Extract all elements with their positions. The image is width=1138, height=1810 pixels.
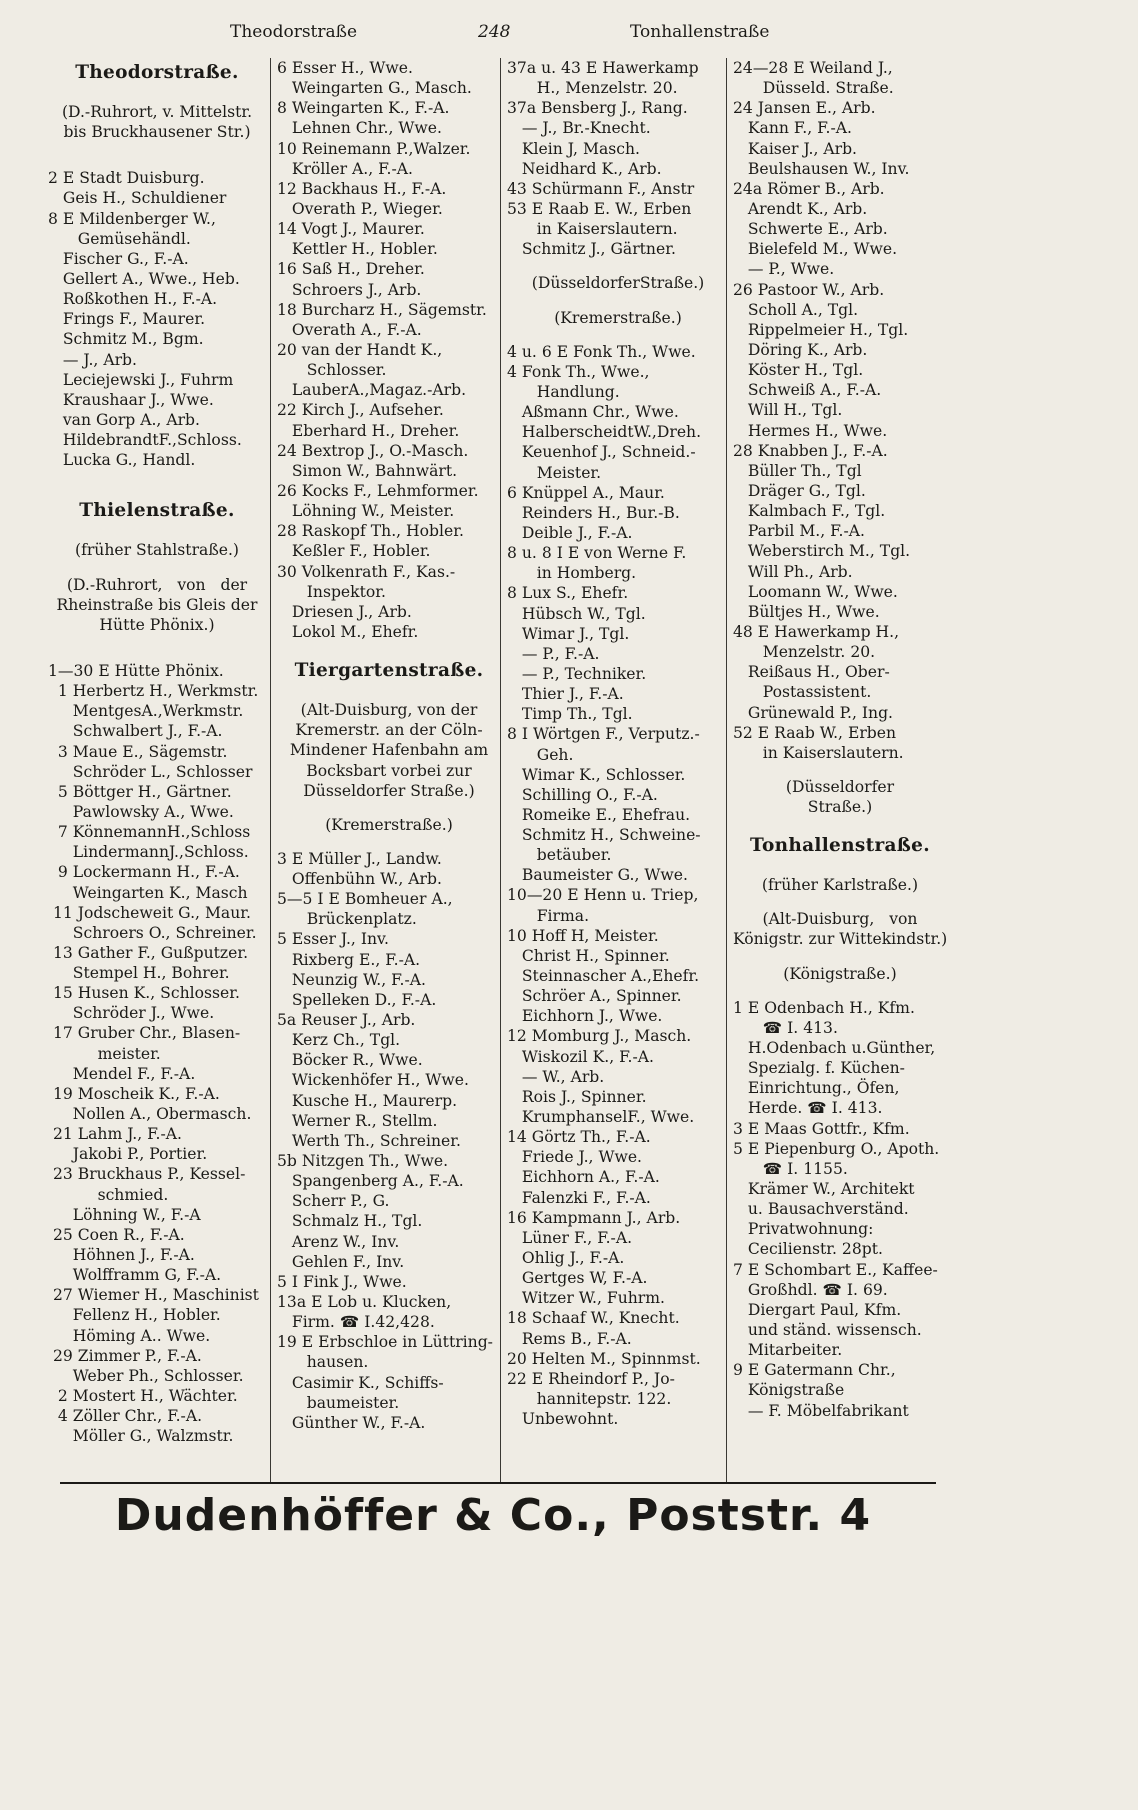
resident-entry: Loomann W., Wwe. — [733, 582, 898, 601]
resident-entry: 5 E Piepenburg O., Apoth. — [733, 1139, 940, 1158]
resident-entry: Wickenhöfer H., Wwe. — [277, 1071, 469, 1090]
street-note: Mindener Hafenbahn am — [289, 741, 489, 760]
resident-entry: 8 Weingarten K., F.-A. — [277, 99, 450, 118]
resident-entry: Gellert A., Wwe., Heb. — [48, 269, 240, 288]
resident-entry: Spangenberg A., F.-A. — [277, 1172, 464, 1191]
resident-entry: 11 Jodscheweit G., Maur. — [48, 903, 251, 922]
resident-entry: Wimar K., Schlosser. — [507, 765, 686, 784]
resident-entry: Büller Th., Tgl — [733, 461, 862, 480]
resident-entry: Geis H., Schuldiener — [48, 189, 227, 208]
resident-entry: Fellenz H., Hobler. — [48, 1306, 221, 1325]
resident-entry: Romeike E., Ehefrau. — [507, 805, 691, 824]
resident-entry: Köster H., Tgl. — [733, 361, 864, 380]
resident-entry: 12 Backhaus H., F.-A. — [277, 179, 447, 198]
resident-entry: Schröder J., Wwe. — [48, 1004, 215, 1023]
resident-entry: 6 Knüppel A., Maur. — [507, 483, 665, 502]
street-note: (D.-Ruhrort, von der — [66, 575, 248, 594]
resident-entry: 3 E Maas Gottfr., Kfm. — [733, 1119, 910, 1138]
resident-entry: 2 Mostert H., Wächter. — [48, 1387, 238, 1406]
resident-entry: Friede J., Wwe. — [507, 1148, 642, 1167]
resident-entry: Schwalbert J., F.-A. — [48, 722, 223, 741]
resident-entry: Wolfframm G, F.-A. — [48, 1266, 222, 1285]
resident-entry: 18 Burcharz H., Sägemstr. — [277, 300, 487, 319]
resident-entry: 19 Moscheik K., F.-A. — [48, 1084, 220, 1103]
resident-entry: Weberstirch M., Tgl. — [733, 542, 911, 561]
resident-entry: Keuenhof J., Schneid.- — [507, 443, 696, 462]
resident-entry: schmied. — [48, 1185, 169, 1204]
street-note: (früher Stahlstraße.) — [74, 541, 240, 560]
spacer — [733, 861, 947, 875]
street-note: (Alt-Duisburg, von — [762, 910, 918, 929]
resident-entry: 4 Fonk Th., Wwe., — [507, 362, 650, 381]
resident-entry: Schilling O., F.-A. — [507, 785, 658, 804]
resident-entry: Christ H., Spinner. — [507, 946, 670, 965]
resident-entry: Schroers J., Arb. — [277, 280, 422, 299]
resident-entry: 10 Reinemann P.,Walzer. — [277, 139, 471, 158]
resident-entry: 10—20 E Henn u. Triep, — [507, 886, 699, 905]
resident-entry: 13a E Lob u. Klucken, — [277, 1293, 452, 1312]
resident-entry: Eberhard H., Dreher. — [277, 421, 460, 440]
resident-entry: Eichhorn J., Wwe. — [507, 1007, 663, 1026]
running-head-left: Theodorstraße — [230, 22, 358, 42]
resident-entry: 25 Coen R., F.-A. — [48, 1225, 185, 1244]
resident-entry: Schwerte E., Arb. — [733, 220, 888, 239]
resident-entry: Werth Th., Schreiner. — [277, 1131, 461, 1150]
resident-entry: 30 Volkenrath F., Kas.- — [277, 562, 456, 581]
directory-column-3 — [500, 58, 729, 1483]
resident-entry: 16 Saß H., Dreher. — [277, 260, 425, 279]
resident-entry: Kraushaar J., Wwe. — [48, 390, 214, 409]
resident-entry: Offenbühn W., Arb. — [277, 870, 442, 889]
resident-entry: 4 Zöller Chr., F.-A. — [48, 1407, 203, 1426]
resident-entry: Königstraße — [733, 1381, 845, 1400]
resident-entry: Aßmann Chr., Wwe. — [507, 403, 679, 422]
resident-entry: 27 Wiemer H., Maschinist — [48, 1286, 259, 1305]
resident-entry: Pawlowsky A., Wwe. — [48, 802, 234, 821]
resident-entry: Bielefeld M., Wwe. — [733, 240, 898, 259]
street-note: Rheinstraße bis Gleis der — [56, 595, 258, 614]
resident-entry: 7 E Schombart E., Kaffee- — [733, 1260, 938, 1279]
resident-entry: Privatwohnung: — [733, 1220, 874, 1239]
resident-entry: hausen. — [277, 1353, 369, 1372]
resident-entry: Schmitz M., Bgm. — [48, 330, 204, 349]
resident-entry: 6 Esser H., Wwe. — [277, 59, 413, 77]
resident-entry: Rixberg E., F.-A. — [277, 950, 421, 969]
resident-entry: — F. Möbelfabrikant — [733, 1401, 909, 1420]
resident-entry: Arendt K., Arb. — [733, 199, 868, 218]
resident-entry: 48 E Hawerkamp H., — [733, 622, 900, 641]
resident-entry: Höming A.. Wwe. — [48, 1326, 211, 1345]
resident-entry: hannitерstr. 122. — [507, 1390, 672, 1408]
resident-entry: Witzer W., Fuhrm. — [507, 1289, 666, 1308]
resident-entry: Gehlen F., Inv. — [277, 1252, 405, 1271]
resident-entry: Hermes H., Wwe. — [733, 421, 888, 440]
resident-entry: Fischer G., F.-A. — [48, 249, 189, 268]
resident-entry: Falenzki F., F.-A. — [507, 1188, 651, 1207]
resident-entry: 13 Gather F., Gußputzer. — [48, 943, 249, 962]
resident-entry: 24 Jansen E., Arb. — [733, 99, 876, 118]
resident-entry: 21 Lahm J., F.-A. — [48, 1125, 182, 1144]
street-note: (Kremerstraße.) — [325, 815, 453, 834]
spacer — [733, 895, 947, 909]
resident-entry: 9 Lockermann H., F.-A. — [48, 863, 240, 882]
resident-entry: 9 E Gatermann Chr., — [733, 1361, 896, 1380]
spacer — [733, 950, 947, 964]
spacer — [507, 328, 729, 342]
resident-entry: Böcker R., Wwe. — [277, 1051, 423, 1070]
resident-entry: in Kaiserslautern. — [733, 743, 904, 762]
resident-entry: — P., Wwe. — [733, 260, 835, 279]
resident-entry: 5a Reuser J., Arb. — [277, 1011, 416, 1030]
resident-entry: — J., Arb. — [48, 350, 137, 369]
resident-entry: ☎ I. 1155. — [733, 1159, 848, 1178]
resident-entry: — W., Arb. — [507, 1067, 605, 1086]
page-number: 248 — [478, 22, 511, 42]
resident-entry: u. Bausachverständ. — [733, 1200, 909, 1219]
resident-entry: Thier J., F.-A. — [507, 685, 624, 704]
resident-entry: 22 E Rheindorf P., Jo- — [507, 1369, 675, 1388]
resident-entry: Krämer W., Architekt — [733, 1180, 915, 1199]
street-note: (Alt-Duisburg, von der — [300, 701, 478, 720]
resident-entry: Firm. ☎ I.42,428. — [277, 1313, 435, 1332]
resident-entry: 5 Böttger H., Gärtner. — [48, 782, 232, 801]
resident-entry: Werner R., Stellm. — [277, 1111, 438, 1130]
resident-entry: Ohlig J., F.-A. — [507, 1249, 625, 1268]
resident-entry: Will Ph., Arb. — [733, 562, 853, 581]
resident-entry: 24 Bextrop J., O.-Masch. — [277, 441, 469, 460]
resident-entry: Kröller A., F.-A. — [277, 159, 413, 178]
resident-entry: Schroers O., Schreiner. — [48, 923, 257, 942]
resident-entry: Handlung. — [507, 382, 620, 401]
spacer — [48, 526, 266, 540]
resident-entry: Rippelmeier H., Tgl. — [733, 320, 909, 339]
resident-entry: 8 I Wörtgen F., Verputz.- — [507, 725, 700, 744]
directory-columns — [48, 58, 947, 1483]
resident-entry: Baumeister G., Wwe. — [507, 866, 688, 885]
street-note: Straße.) — [807, 798, 873, 817]
resident-entry: 5 Esser J., Inv. — [277, 930, 389, 949]
resident-entry: 53 E Raab E. W., Erben — [507, 199, 692, 218]
resident-entry: Brückenplatz. — [277, 910, 417, 929]
resident-entry: 43 Schürmann F., Anstr — [507, 179, 695, 198]
resident-entry: Düsseld. Straße. — [733, 79, 894, 98]
resident-entry: Spelleken D., F.-A. — [277, 990, 437, 1009]
resident-entry: Timp Th., Tgl. — [507, 705, 633, 724]
resident-entry: Gertges W, F.-A. — [507, 1269, 648, 1288]
resident-entry: Deible J., F.-A. — [507, 523, 633, 542]
street-note: Hütte Phönix.) — [99, 615, 215, 634]
spacer — [733, 817, 947, 831]
resident-entry: Schweiß A., F.-A. — [733, 381, 882, 400]
street-heading: Tonhallenstraße. — [750, 835, 930, 857]
resident-entry: baumeister. — [277, 1393, 400, 1412]
resident-entry: Firma. — [507, 906, 590, 925]
street-note: (früher Karlstraße.) — [761, 876, 919, 895]
resident-entry: Kettler H., Hobler. — [277, 240, 438, 259]
resident-entry: HildebrandtF.,Schloss. — [48, 431, 242, 450]
street-note: Bocksbart vorbei zur — [306, 761, 472, 780]
resident-entry: Mitarbeiter. — [733, 1341, 843, 1360]
resident-entry: Großhdl. ☎ I. 69. — [733, 1280, 888, 1299]
resident-entry: in Kaiserslautern. — [507, 220, 678, 239]
resident-entry: KrumphanselF., Wwe. — [507, 1108, 695, 1127]
resident-entry: Keßler F., Hobler. — [277, 542, 431, 561]
resident-entry: 10 Hoff H, Meister. — [507, 926, 659, 945]
running-head — [0, 18, 986, 48]
resident-entry: 19 E Erbschloe in Lüttring- — [277, 1333, 493, 1352]
resident-entry: 20 van der Handt K., — [277, 340, 443, 359]
resident-entry: Postassistent. — [733, 683, 872, 702]
spacer — [733, 984, 947, 998]
resident-entry: Beulshausen W., Inv. — [733, 159, 910, 178]
resident-entry: Grünewald P., Ing. — [733, 703, 894, 722]
resident-entry: Diergart Paul, Kfm. — [733, 1300, 902, 1319]
street-note: Königstr. zur Wittekindstr.) — [733, 930, 947, 949]
resident-entry: 52 E Raab W., Erben — [733, 723, 897, 742]
spacer — [48, 635, 266, 661]
resident-entry: 1 Herbertz H., Werkmstr. — [48, 682, 259, 701]
resident-entry: LauberA.,Magaz.-Arb. — [277, 381, 467, 400]
resident-entry: Lüner F., F.-A. — [507, 1228, 633, 1247]
resident-entry: 8 Lux S., Ehefr. — [507, 584, 629, 603]
spacer — [48, 88, 266, 102]
resident-entry: Bültjes H., Wwe. — [733, 602, 880, 621]
resident-entry: Lokol M., Ehefr. — [277, 622, 419, 641]
resident-entry: H., Menzelstr. 20. — [507, 79, 678, 98]
resident-entry: 12 Momburg J., Masch. — [507, 1027, 692, 1046]
resident-entry: Will H., Tgl. — [733, 401, 843, 420]
resident-entry: 29 Zimmer P., F.-A. — [48, 1346, 202, 1365]
resident-entry: Leciejewski J., Fuhrm — [48, 370, 234, 389]
resident-entry: Einrichtung., Öfen, — [733, 1079, 900, 1098]
street-note: (DüsseldorferStraße.) — [531, 274, 705, 293]
resident-entry: Schröer A., Spinner. — [507, 987, 682, 1006]
resident-entry: Weber Ph., Schlosser. — [48, 1366, 244, 1385]
resident-entry: 8 E Mildenberger W., — [48, 209, 216, 228]
resident-entry: Löhning W., F.-A — [48, 1205, 201, 1224]
resident-entry: Geh. — [507, 745, 574, 764]
resident-entry: 20 Helten M., Spinnmst. — [507, 1349, 701, 1368]
resident-entry: Schröder L., Schlosser — [48, 762, 253, 781]
resident-entry: Driesen J., Arb. — [277, 602, 412, 621]
resident-entry: Rois J., Spinner. — [507, 1087, 647, 1106]
spacer — [733, 763, 947, 777]
resident-entry: 1 E Odenbach H., Kfm. — [733, 998, 915, 1017]
street-note: (Düsseldorfer — [785, 777, 895, 796]
resident-entry: 3 Maue E., Sägemstr. — [48, 742, 228, 761]
resident-entry: — P., F.-A. — [507, 644, 600, 663]
resident-entry: van Gorp A., Arb. — [48, 410, 201, 429]
resident-entry: — J., Br.-Knecht. — [507, 119, 651, 138]
resident-entry: Schlosser. — [277, 361, 387, 380]
resident-entry: 5—5 I E Bomheuer A., — [277, 890, 453, 909]
spacer — [507, 294, 729, 308]
spacer — [48, 142, 266, 168]
resident-entry: 5b Nitzgen Th., Wwe. — [277, 1152, 449, 1171]
resident-entry: Inspektor. — [277, 582, 386, 601]
resident-entry: Schmalz H., Tgl. — [277, 1212, 423, 1231]
resident-entry: 15 Husen K., Schlosser. — [48, 984, 240, 1003]
resident-entry: 24—28 E Weiland J., — [733, 59, 893, 77]
resident-entry: Kerz Ch., Tgl. — [277, 1031, 401, 1050]
resident-entry: Klein J, Masch. — [507, 139, 640, 158]
resident-entry: meister. — [48, 1044, 161, 1063]
resident-entry: Höhnen J., F.-A. — [48, 1246, 195, 1265]
street-note: Kremerstr. an der Cöln- — [295, 721, 483, 740]
resident-entry: Reißaus H., Ober- — [733, 663, 890, 682]
street-note: (Königstraße.) — [783, 964, 897, 983]
resident-entry: 37a Bensberg J., Rang. — [507, 99, 688, 118]
resident-entry: 28 Raskopf Th., Hobler. — [277, 522, 464, 541]
resident-entry: Mendel F., F.-A. — [48, 1064, 196, 1083]
spacer — [277, 686, 501, 700]
spacer — [48, 561, 266, 575]
resident-entry: Nollen A., Obermasch. — [48, 1105, 252, 1124]
resident-entry: Döring K., Arb. — [733, 340, 868, 359]
resident-entry: Frings F., Maurer. — [48, 310, 206, 329]
resident-entry: 17 Gruber Chr., Blasen- — [48, 1024, 241, 1043]
resident-entry: Stempel H., Bohrer. — [48, 964, 230, 983]
resident-entry: HalberscheidtW.,Dreh. — [507, 423, 702, 442]
resident-entry: Simon W., Bahnwärt. — [277, 461, 458, 480]
resident-entry: Neunzig W., F.-A. — [277, 970, 426, 989]
resident-entry: Schmitz H., Schweine- — [507, 826, 701, 845]
resident-entry: LindermannJ.,Schloss. — [48, 843, 249, 862]
resident-entry: 14 Vogt J., Maurer. — [277, 220, 425, 239]
resident-entry: — P., Techniker. — [507, 664, 647, 683]
resident-entry: 26 Pastoor W., Arb. — [733, 280, 885, 299]
resident-entry: Schmitz J., Gärtner. — [507, 240, 676, 259]
spacer — [277, 835, 501, 849]
street-note: (Kremerstraße.) — [554, 308, 682, 327]
footer-advertisement: Dudenhöffer & Co., Poststr. 4 — [114, 1490, 872, 1541]
spacer — [48, 470, 266, 496]
resident-entry: Gemüsehändl. — [48, 229, 191, 248]
resident-entry: Menzelstr. 20. — [733, 643, 876, 662]
resident-entry: 37a u. 43 E Hawerkamp — [507, 59, 699, 77]
resident-entry: 3 E Müller J., Landw. — [277, 849, 442, 868]
spacer — [507, 259, 729, 273]
resident-entry: Herde. ☎ I. 413. — [733, 1099, 883, 1118]
resident-entry: Parbil M., F.-A. — [733, 522, 865, 541]
directory-column-4 — [726, 58, 947, 1483]
spacer — [277, 642, 501, 656]
street-heading: Thielenstraße. — [79, 500, 235, 522]
resident-entry: Cecilienstr. 28pt. — [733, 1240, 883, 1259]
resident-entry: 2 E Stadt Duisburg. — [48, 169, 205, 188]
resident-entry: H.Odenbach u.Günther, — [733, 1039, 936, 1058]
footer-rule — [60, 1482, 936, 1484]
street-heading: Theodorstraße. — [75, 62, 239, 83]
resident-entry: Spezialg. f. Küchen- — [733, 1059, 905, 1078]
resident-entry: 1—30 E Hütte Phönix. — [48, 661, 224, 680]
resident-entry: betäuber. — [507, 846, 612, 865]
resident-entry: Wimar J., Tgl. — [507, 624, 630, 643]
resident-entry: Scholl A., Tgl. — [733, 300, 859, 319]
resident-entry: Scherr P., G. — [277, 1192, 390, 1211]
resident-entry: in Homberg. — [507, 564, 637, 583]
resident-entry: Meister. — [507, 463, 602, 482]
resident-entry: 28 Knabben J., F.-A. — [733, 441, 888, 460]
resident-entry: Rems B., F.-A. — [507, 1329, 632, 1348]
resident-entry: ☎ I. 413. — [733, 1018, 838, 1037]
resident-entry: 4 u. 6 E Fonk Th., Wwe. — [507, 342, 696, 361]
resident-entry: und ständ. wissensch. — [733, 1321, 922, 1340]
resident-entry: Lehnen Chr., Wwe. — [277, 119, 442, 138]
resident-entry: Eichhorn A., F.-A. — [507, 1168, 660, 1187]
resident-entry: Steinnascher A.,Ehefr. — [507, 967, 700, 986]
running-head-right: Tonhallenstraße — [630, 22, 770, 42]
directory-column-1 — [48, 58, 266, 1483]
resident-entry: Weingarten G., Masch. — [277, 79, 472, 98]
resident-entry: Roßkothen H., F.-A. — [48, 290, 218, 309]
street-note: (D.-Ruhrort, v. Mittelstr. — [61, 103, 253, 121]
resident-entry: 7 KönnemannH.,Schloss — [48, 823, 251, 842]
resident-entry: Möller G., Walzmstr. — [48, 1427, 234, 1446]
directory-column-2 — [270, 58, 501, 1483]
resident-entry: MentgesA.,Werkmstr. — [48, 702, 244, 721]
resident-entry: Weingarten K., Masch — [48, 883, 248, 902]
resident-entry: Kusche H., Maurerp. — [277, 1091, 458, 1110]
resident-entry: 18 Schaaf W., Knecht. — [507, 1309, 680, 1328]
resident-entry: Dräger G., Tgl. — [733, 481, 866, 500]
resident-entry: Kaiser J., Arb. — [733, 139, 858, 158]
resident-entry: 23 Bruckhaus P., Kessel- — [48, 1165, 246, 1184]
street-note: Düsseldorfer Straße.) — [303, 781, 475, 800]
resident-entry: 22 Kirch J., Aufseher. — [277, 401, 444, 420]
resident-entry: Lucka G., Handl. — [48, 451, 196, 470]
resident-entry: Arenz W., Inv. — [277, 1232, 400, 1251]
resident-entry: Overath A., F.-A. — [277, 320, 422, 339]
resident-entry: 26 Kocks F., Lehmformer. — [277, 481, 479, 500]
street-heading: Tiergartenstraße. — [294, 660, 484, 682]
resident-entry: Hübsch W., Tgl. — [507, 604, 646, 623]
resident-entry: Casimir K., Schiffs- — [277, 1373, 444, 1392]
resident-entry: Löhning W., Meister. — [277, 502, 455, 521]
resident-entry: Overath P., Wieger. — [277, 199, 443, 218]
resident-entry: Günther W., F.-A. — [277, 1413, 426, 1432]
resident-entry: Unbewohnt. — [507, 1410, 619, 1429]
resident-entry: Neidhard K., Arb. — [507, 159, 662, 178]
resident-entry: 5 I Fink J., Wwe. — [277, 1272, 407, 1291]
resident-entry: 14 Görtz Th., F.-A. — [507, 1128, 651, 1147]
resident-entry: Jakobi P., Portier. — [48, 1145, 208, 1164]
resident-entry: 24a Römer B., Arb. — [733, 179, 885, 198]
resident-entry: Reinders H., Bur.-B. — [507, 503, 680, 522]
resident-entry: 8 u. 8 I E von Werne F. — [507, 544, 687, 563]
spacer — [277, 801, 501, 815]
resident-entry: Kalmbach F., Tgl. — [733, 502, 886, 521]
resident-entry: Wiskozil K., F.-A. — [507, 1047, 654, 1066]
resident-entry: Kann F., F.-A. — [733, 119, 852, 138]
street-note: bis Bruckhausener Str.) — [63, 123, 251, 142]
resident-entry: 16 Kampmann J., Arb. — [507, 1208, 681, 1227]
